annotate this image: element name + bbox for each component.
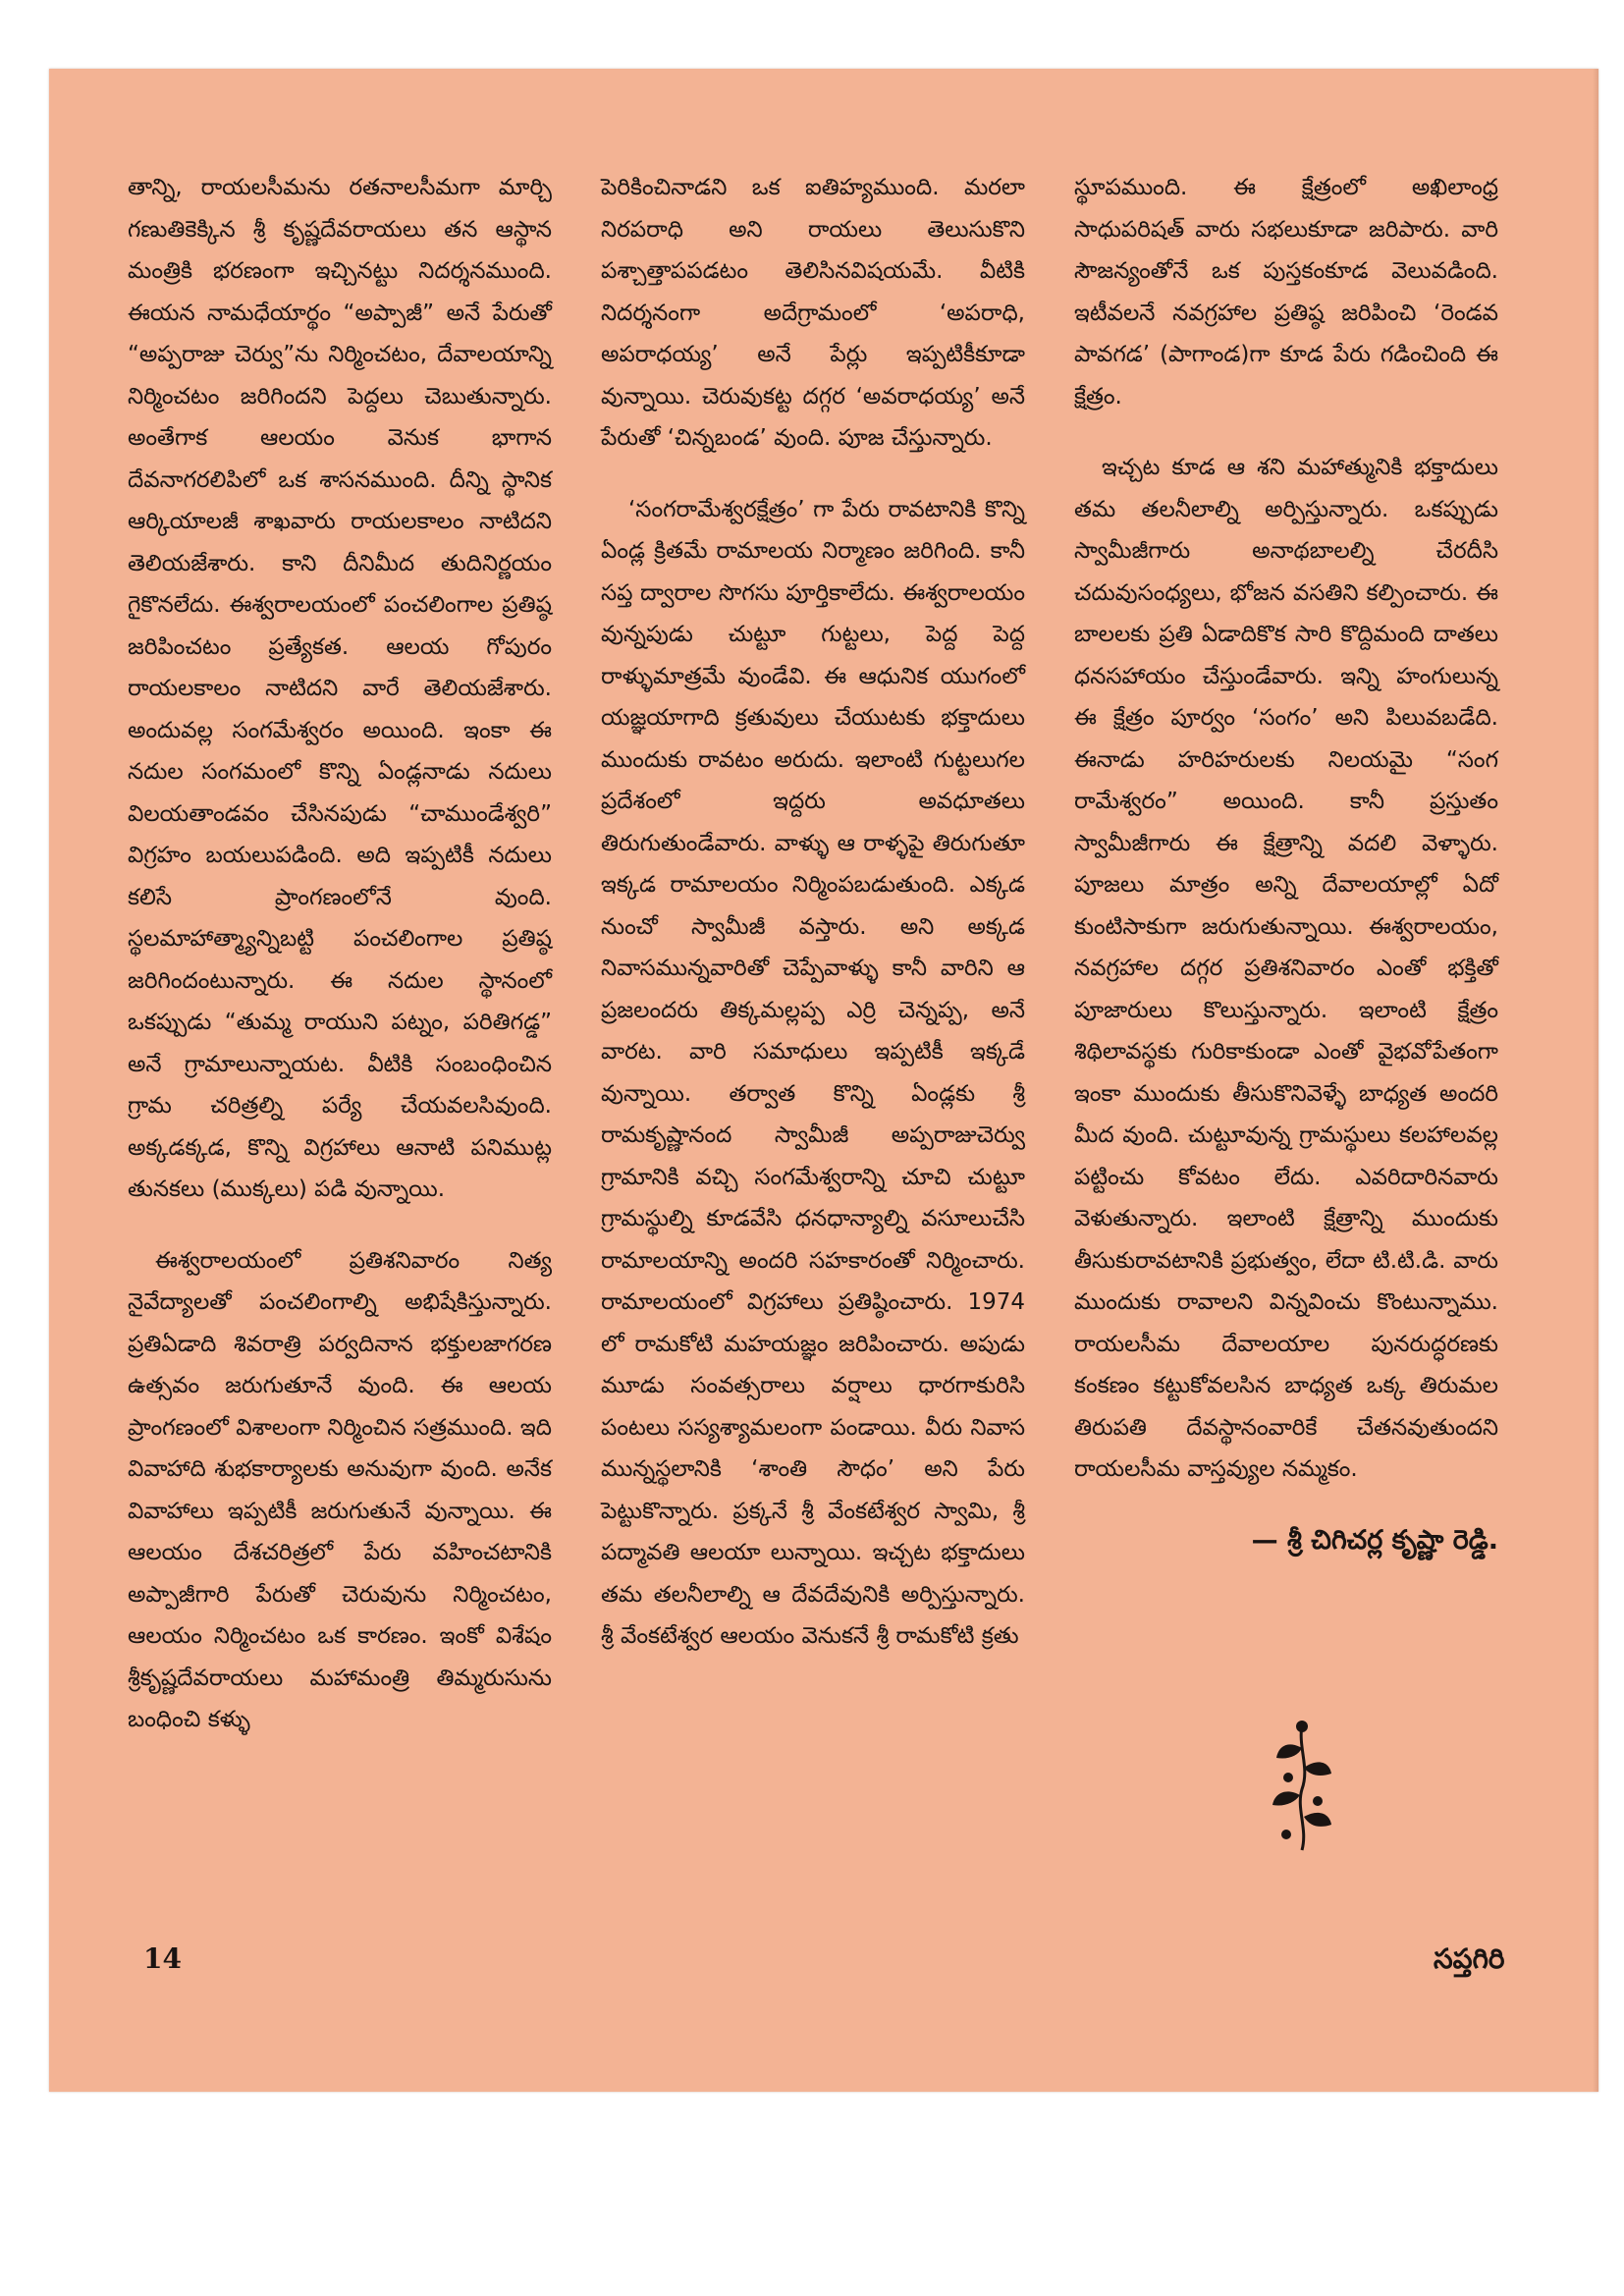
text-column-2 [601,167,1025,1687]
magazine-page [49,69,1598,2092]
paragraph: తాన్ని, రాయలసీమను రతనాలసీమగా మార్చి గణుతికెక్కిన శ్రీ కృష్ణదేవరాయలు తన ఆస్థాన మంత్రికి భరణంగా ఇచ్చినట్టు నిదర్శనముంది. ఈయన నామధేయార్థం “అప్పాజీ” అనే పేరుతో “అప్పరాజు చెర్వు”ను నిర్మించటం, దేవాలయాన్ని నిర్మించటం జరిగిందని పెద్దలు చెబుతున్నారు. అంతేగాక ఆలయం వెనుక భాగాన దేవనాగరలిపిలో ఒక శాసనముంది. దీన్ని స్థానిక ఆర్కియాలజీ శాఖవారు రాయలకాలం నాటిదని తెలియజేశారు. కాని దీనిమీద తుదినిర్ణయం గైకొనలేదు. ఈశ్వరాలయంలో పంచలింగాల ప్రతిష్ఠ జరిపించటం ప్రత్యేకత. ఆలయ గోపురం రాయలకాలం నాటిదని వారే తెలియజేశారు. అందువల్ల సంగమేశ్వరం అయింది. ఇంకా ఈ నదుల సంగమంలో కొన్ని ఏండ్లనాడు నదులు విలయతాండవం చేసినపుడు “చాముండేశ్వరి” విగ్రహం బయలుపడింది. అది ఇప్పటికీ నదులు కలిసే ప్రాంగణంలోనే వుంది. స్థలమాహాత్మ్యాన్నిబట్టి పంచలింగాల ప్రతిష్ఠ జరిగిందంటున్నారు. ఈ నదుల స్థానంలో ఒకప్పుడు “తుమ్మ రాయుని పట్నం, పరితిగడ్డ” అనే గ్రామాలున్నాయట. వీటికి సంబంధించిన గ్రామ చరిత్రల్ని పర్యే చేయవలసివుంది. అక్కడక్కడ, కొన్ని విగ్రహాలు ఆనాటి పనిముట్ల తునకలు (ముక్కలు) పడి వున్నాయి. [128,175,552,1202]
paragraph: స్థూపముంది. ఈ క్షేత్రంలో అఖిలాంధ్ర సాధుపరిషత్ వారు సభలుకూడా జరిపారు. వారి సౌజన్యంతోనే ఒక పుస్తకంకూడ వెలువడింది. ఇటీవలనే నవగ్రహాల ప్రతిష్ఠ జరిపించి ‘రెండవ పావగడ’ (పాగాండ)గా కూడ పేరు గడించింది ఈ క్షేత్రం. [1074,175,1498,410]
author-signature: — శ్రీ చిగిచర్ల కృష్ణా రెడ్డి. [1251,1524,1498,1556]
paragraph: ‘సంగరామేశ్వరక్షేత్రం’ గా పేరు రావటానికి కొన్ని ఏండ్ల క్రితమే రామాలయ నిర్మాణం జరిగింది. కానీ సప్త ద్వారాల సొగసు పూర్తికాలేదు. ఈశ్వరాలయం వున్నపుడు చుట్టూ గుట్టలు, పెద్ద పెద్ద రాళ్ళుమాత్రమే వుండేవి. ఈ ఆధునిక యుగంలో యజ్ఞయాగాది క్రతువులు చేయుటకు భక్తాదులు ముందుకు రావటం అరుదు. ఇలాంటి గుట్టలుగల ప్రదేశంలో ఇద్దరు అవధూతలు తిరుగుతుండేవారు. వాళ్ళు ఆ రాళ్ళపై తిరుగుతూ ఇక్కడ రామాలయం నిర్మింపబడుతుంది. ఎక్కడ నుంచో స్వామీజీ వస్తారు. అని అక్కడ నివాసమున్నవారితో చెప్పేవాళ్ళు కానీ వారిని ఆ ప్రజలందరు తిక్కమల్లప్ప ఎర్రి చెన్నప్ప, అనే వారట. వారి సమాధులు ఇప్పటికీ ఇక్కడే వున్నాయి. తర్వాత కొన్ని ఏండ్లకు శ్రీ రామకృష్ణానంద స్వామీజీ అప్పరాజుచెర్వు గ్రామానికి వచ్చి సంగమేశ్వరాన్ని చూచి చుట్టూ గ్రామస్థుల్ని కూడవేసి ధనధాన్యాల్ని వసూలుచేసి రామాలయాన్ని అందరి సహకారంతో నిర్మించారు. రామాలయంలో విగ్రహాలు ప్రతిష్ఠించారు. 1974 లో రామకోటి మహయజ్ఞం జరిపించారు. అపుడు మూడు సంవత్సరాలు వర్షాలు ధారగాకురిసి పంటలు సస్యశ్యామలంగా పండాయి. వీరు నివాస మున్నస్థలానికి ‘శాంతి సౌధం’ అని పేరు పెట్టుకొన్నారు. ప్రక్కనే శ్రీ వేంకటేశ్వర స్వామి, శ్రీ పద్మావతి ఆలయా లున్నాయి. ఇచ్చట భక్తాదులు తమ తలనీలాల్ని ఆ దేవదేవునికి అర్పిస్తున్నారు. శ్రీ వేంకటేశ్వర ఆలయం వెనుకనే శ్రీ రామకోటి క్రతు [601,496,1025,1649]
page-number: 14 [143,1942,182,1975]
text-column-3 [1074,167,1498,1591]
paragraph: ఈశ్వరాలయంలో ప్రతిశనివారం నిత్య నైవేద్యాలతో పంచలింగాల్ని అభిషేకిస్తున్నారు. ప్రతిఏడాది శివరాత్రి పర్వదినాన భక్తులజాగరణ ఉత్సవం జరుగుతూనే వుంది. ఈ ఆలయ ప్రాంగణంలో విశాలంగా నిర్మించిన సత్రముంది. ఇది వివాహాది శుభకార్యాలకు అనువుగా వుంది. అనేక వివాహాలు ఇప్పటికీ జరుగుతునే వున్నాయి. ఈ ఆలయం దేశచరిత్రలో పేరు వహించటానికి అప్పాజీగారి పేరుతో చెరువును నిర్మించటం, ఆలయం నిర్మించటం ఒక కారణం. ఇంకో విశేషం శ్రీకృష్ణదేవరాయలు మహామంత్రి తిమ్మరుసును బంధించి కళ్ళు [128,1247,552,1732]
text-column-1 [128,167,552,1771]
magazine-name: సప్తగిరి [1434,1942,1505,1975]
paragraph: పెరికించినాడని ఒక ఐతిహ్యముంది. మరలా నిరపరాధి అని రాయలు తెలుసుకొని పశ్చాత్తాపపడటం తెలిసినవిషయమే. వీటికి నిదర్శనంగా అదేగ్రామంలో ‘అపరాధి, అపరాధయ్య’ అనే పేర్లు ఇప్పటికీకూడా వున్నాయి. చెరువుకట్ట దగ్గర ‘అవరాధయ్య’ అనే పేరుతో ‘చిన్నబండ’ వుంది. పూజ చేస్తున్నారు. [601,175,1025,451]
floral-vine-icon [1259,1719,1347,1856]
paragraph: ఇచ్చట కూడ ఆ శని మహాత్మునికి భక్తాదులు తమ తలనీలాల్ని అర్పిస్తున్నారు. ఒకప్పుడు స్వామీజీగారు అనాథబాలల్ని చేరదీసి చదువుసంధ్యలు, భోజన వసతిని కల్పించారు. ఈ బాలలకు ప్రతి ఏడాదికొక సారి కొద్దిమంది దాతలు ధనసహాయం చేస్తుండేవారు. ఇన్ని హంగులున్న ఈ క్షేత్రం పూర్వం ‘సంగం’ అని పిలువబడేది. ఈనాడు హరిహరులకు నిలయమై “సంగ రామేశ్వరం” అయింది. కానీ ప్రస్తుతం స్వామీజీగారు ఈ క్షేత్రాన్ని వదలి వెళ్ళారు. పూజలు మాత్రం అన్ని దేవాలయాల్లో ఏదో కుంటిసాకుగా జరుగుతున్నాయి. ఈశ్వరాలయం, నవగ్రహాల దగ్గర ప్రతిశనివారం ఎంతో భక్తితో పూజారులు కొలుస్తున్నారు. ఇలాంటి క్షేత్రం శిథిలావస్థకు గురికాకుండా ఎంతో వైభవోపేతంగా ఇంకా ముందుకు తీసుకొనివెళ్ళే బాధ్యత అందరి మీద వుంది. చుట్టూవున్న గ్రామస్థులు కలహాలవల్ల పట్టించు కోవటం లేదు. ఎవరిదారినవారు వెళుతున్నారు. ఇలాంటి క్షేత్రాన్ని ముందుకు తీసుకురావటానికి ప్రభుత్వం, లేదా టి.టి.డి. వారు ముందుకు రావాలని విన్నవించు కొంటున్నాము. రాయలసీమ దేవాలయాల పునరుద్ధరణకు కంకణం కట్టుకోవలసిన బాధ్యత ఒక్క తిరుమల తిరుపతి దేవస్థానంవారికే చేతనవుతుందని రాయలసీమ వాస్తవ్యుల నమ్మకం. [1074,455,1498,1482]
